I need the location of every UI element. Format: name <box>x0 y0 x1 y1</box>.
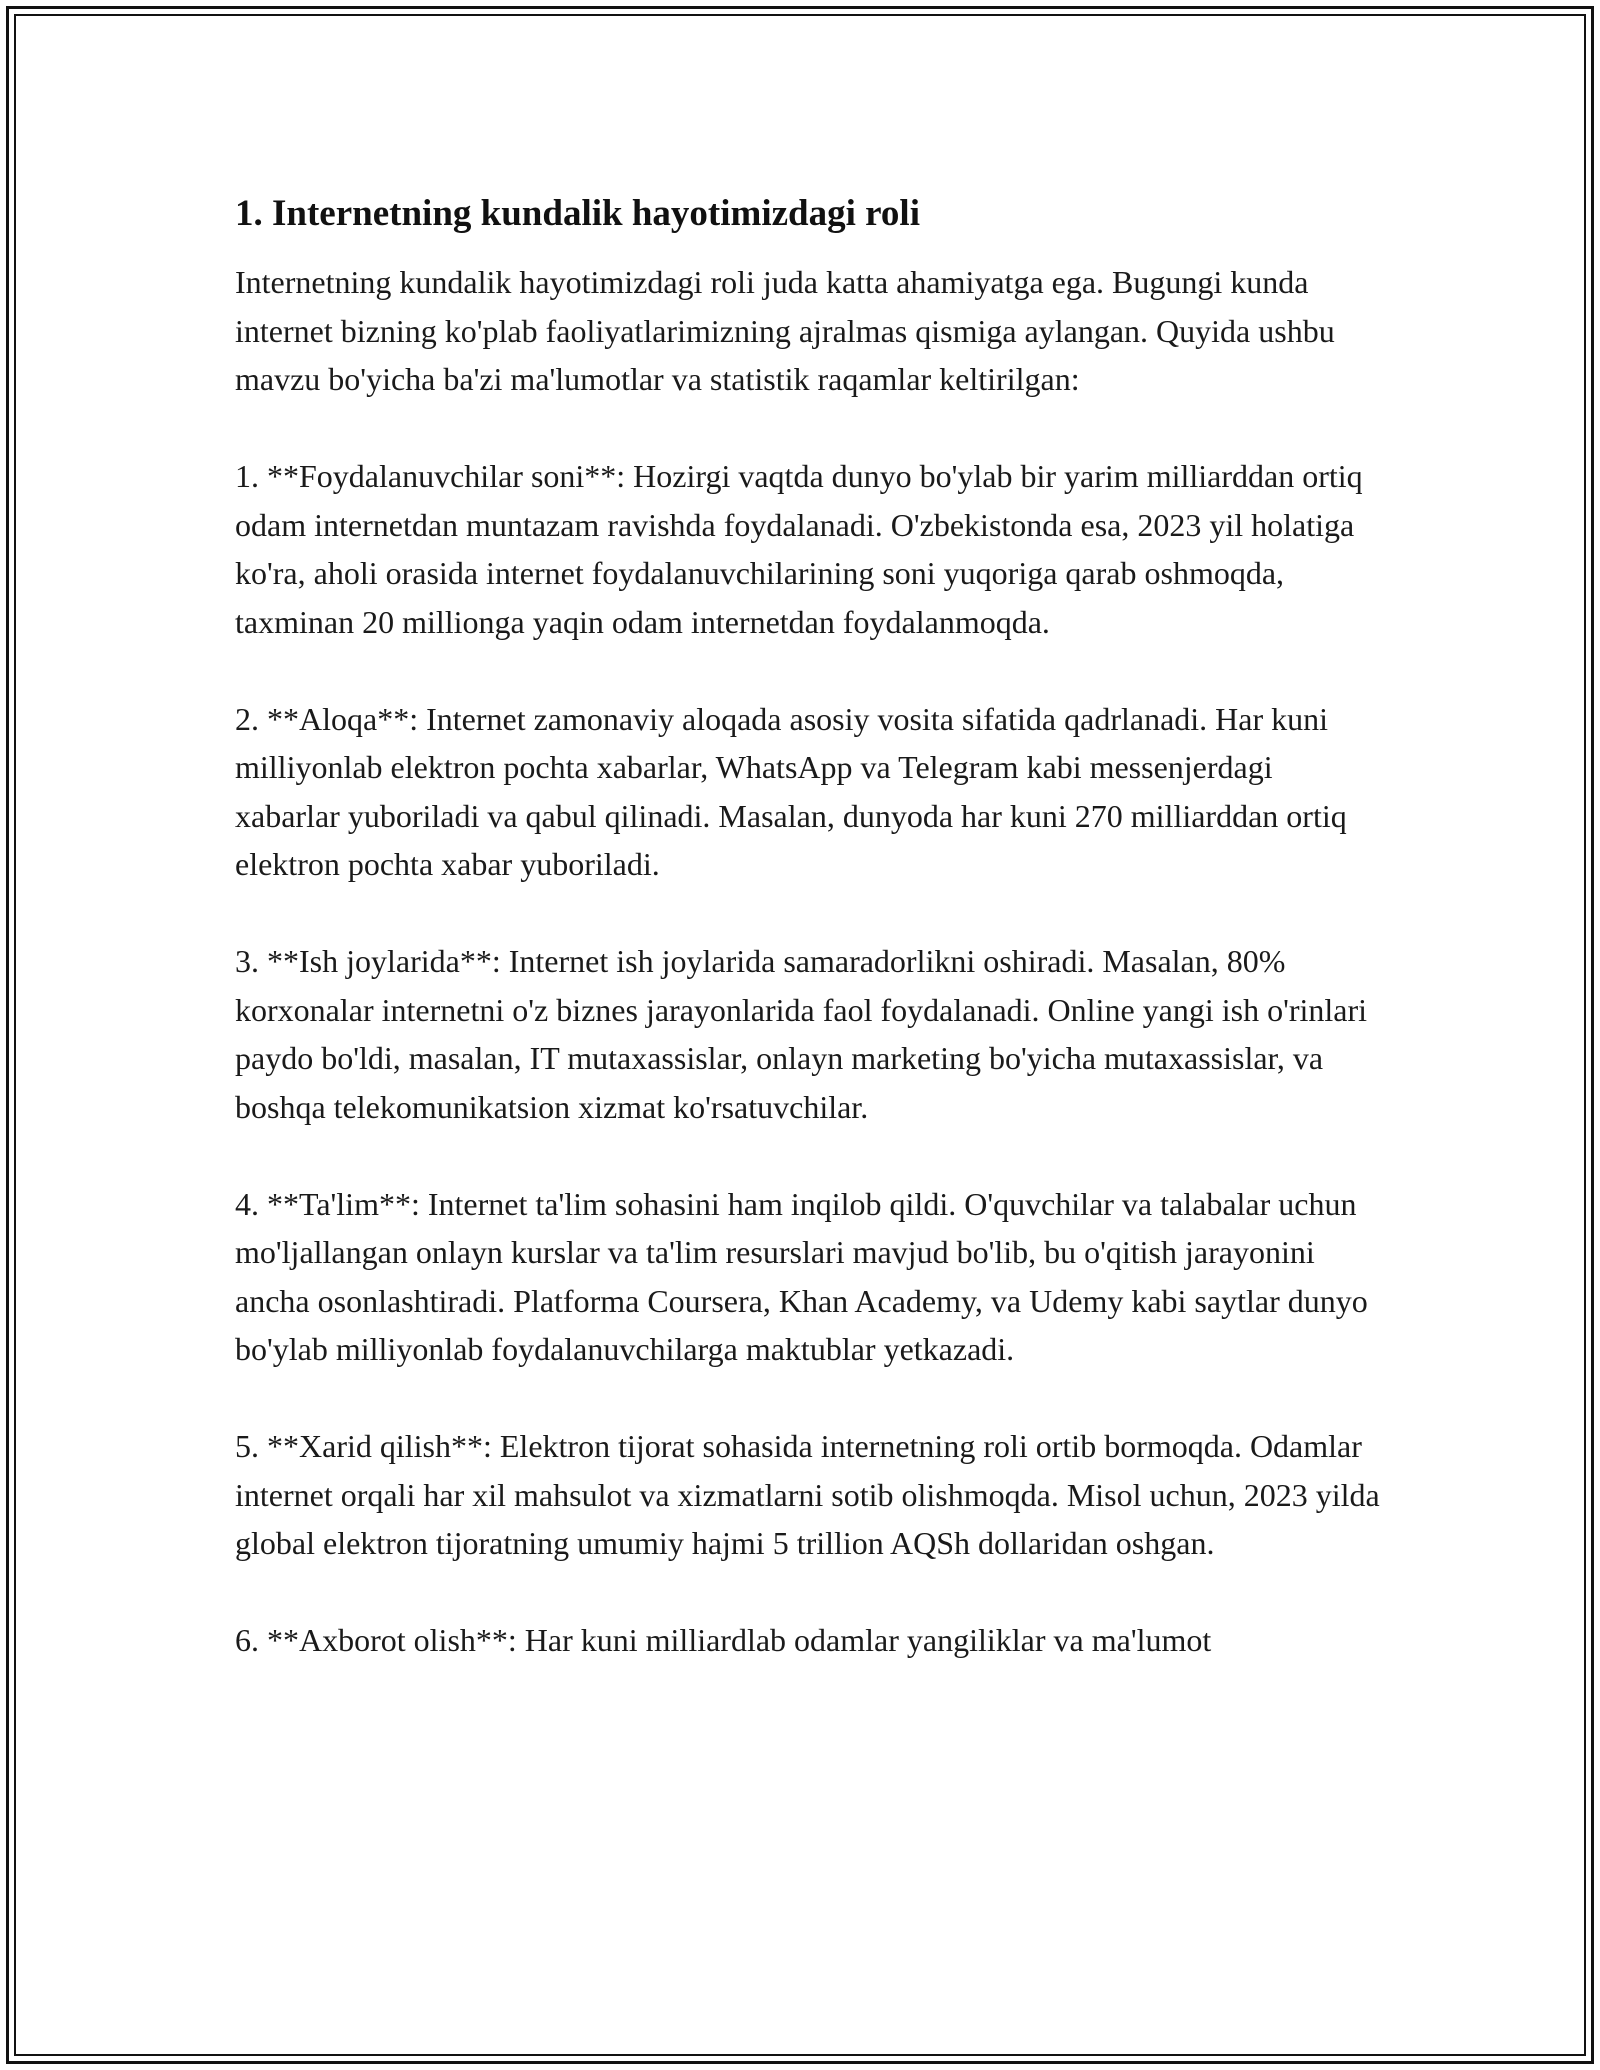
intro-paragraph: Internetning kundalik hayotimizdagi roli juda katta ahamiyatga ega. Bugungi kunda internet bizning ko'plab faoliyatlarimizning ajralmas qismiga aylangan. Quyida ushbu mavzu bo'yicha ba'zi ma'lumotlar va statistik raqamlar keltirilgan: <box>235 264 1335 397</box>
paragraph-information: 6. **Axborot olish**: Har kuni milliardlab odamlar yangiliklar va ma'lumot <box>235 1622 1212 1658</box>
paragraph-users-count: 1. **Foydalanuvchilar soni**: Hozirgi vaqtda dunyo bo'ylab bir yarim milliarddan ortiq odam internetdan muntazam ravishda foydalanadi. O'zbekistonda esa, 2023 yil holatiga ko'ra, aholi orasida internet foydalanuvchilarining soni yuqoriga qarab oshmoqda, taxminan 20 millionga yaqin odam internetdan foydalanmoqda. <box>235 458 1363 640</box>
paragraph-shopping: 5. **Xarid qilish**: Elektron tijorat sohasida internetning roli ortib bormoqda. Odamlar internet orqali har xil mahsulot va xizmatlarni sotib olishmoqda. Misol uchun, 2023 yilda global elektron tijoratning umumiy hajmi 5 trillion AQSh dollaridan oshgan. <box>235 1428 1380 1561</box>
document-body <box>235 188 1385 1665</box>
paragraph-education: 4. **Ta'lim**: Internet ta'lim sohasini ham inqilob qildi. O'quvchilar va talabalar uchun mo'ljallangan onlayn kurslar va ta'lim resurslari mavjud bo'lib, bu o'qitish jarayonini ancha osonlashtiradi. Platforma Coursera, Khan Academy, va Udemy kabi saytlar dunyo bo'ylab milliyonlab foydalanuvchilarga maktublar yetkazadi. <box>235 1185 1368 1367</box>
paragraph-communication: 2. **Aloqa**: Internet zamonaviy aloqada asosiy vosita sifatida qadrlanadi. Har kuni milliyonlab elektron pochta xabarlar, WhatsApp va Telegram kabi messenjerdagi xabarlar yuboriladi va qabul qilinadi. Masalan, dunyoda har kuni 270 milliarddan ortiq elektron pochta xabar yuboriladi. <box>235 700 1347 882</box>
paragraph-workplaces: 3. **Ish joylarida**: Internet ish joylarida samaradorlikni oshiradi. Masalan, 80% korxonalar internetni o'z biznes jarayonlarida faol foydalanadi. Online yangi ish o'rinlari paydo bo'ldi, masalan, IT mutaxassislar, onlayn marketing bo'yicha mutaxassislar, va boshqa telekomunikatsion xizmat ko'rsatuvchilar. <box>235 943 1368 1125</box>
document-title: 1. Internetning kundalik hayotimizdagi roli <box>235 193 920 234</box>
